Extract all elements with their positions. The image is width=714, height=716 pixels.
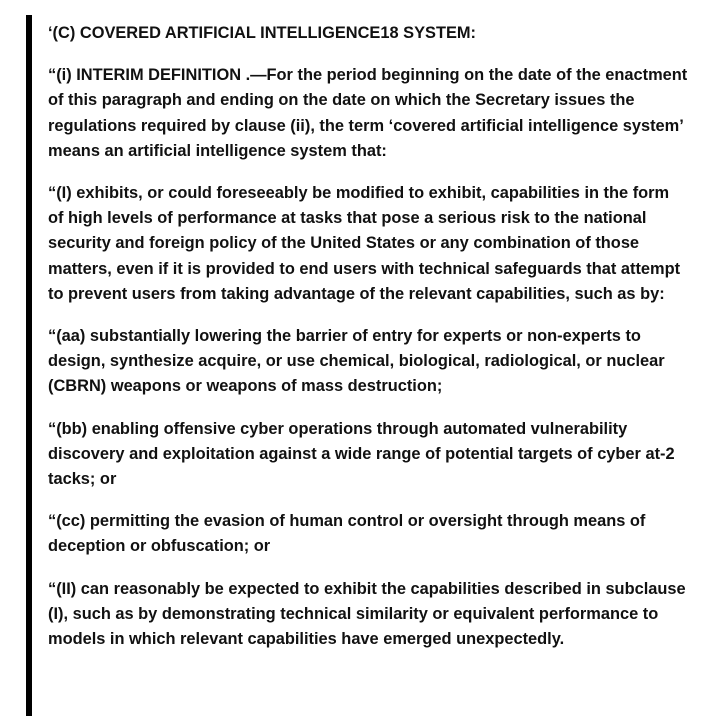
paragraph-subclause-i: “(I) exhibits, or could foreseeably be modified to exhibit, capabilities in the form of high levels of performance at tasks that pose a serious risk to the national security and foreign policy of the United States or any combination of those matters, even if it is provided to end users with technical safeguards that attempt to prevent users from taking advantage of the relevant capabilities, such as by:	[48, 184, 681, 303]
paragraph-item-bb: “(bb) enabling offensive cyber operations through automated vulnerability discovery and exploitation against a wide range of potential targets of cyber at-2 tacks; or	[48, 419, 675, 489]
blockquote	[26, 15, 689, 716]
section-heading: ‘(C) COVERED ARTIFICIAL INTELLIGENCE18 SYSTEM:	[48, 24, 477, 42]
paragraph-interim-definition: “(i) INTERIM DEFINITION .—For the period beginning on the date of the enactment of this paragraph and ending on the date on which the Secretary issues the regulations required by clause (ii), the term ‘covered artificial intelligence system’ means an artificial intelligence system that:	[48, 66, 688, 160]
paragraph-item-aa: “(aa) substantially lowering the barrier of entry for experts or non-experts to design, synthesize acquire, or use chemical, biological, radiological, or nuclear (CBRN) weapons or weapons of mass destruction;	[48, 327, 665, 396]
paragraph-subclause-ii: “(II) can reasonably be expected to exhibit the capabilities described in subclause (I), such as by demonstrating technical similarity or equivalent performance to models in which relevant capabilities have emerged unexpectedly.	[48, 579, 686, 649]
paragraph-item-cc: “(cc) permitting the evasion of human control or oversight through means of deception or obfuscation; or	[48, 512, 646, 556]
